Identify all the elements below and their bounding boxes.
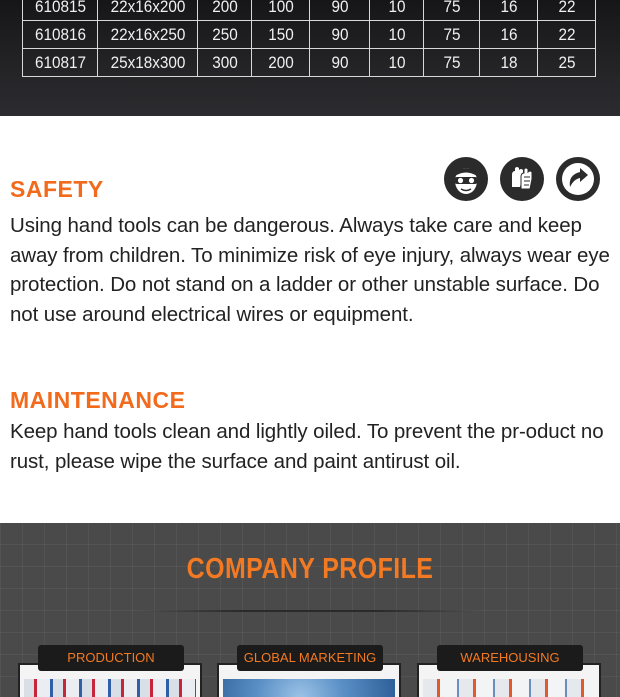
global-marketing-card[interactable] <box>217 650 401 697</box>
spec-table-band <box>0 0 620 116</box>
table-row <box>23 0 596 21</box>
table-cell: 22 <box>540 0 592 21</box>
table-row <box>23 21 596 49</box>
table-cell: 610815 <box>26 0 94 21</box>
gloves-icon <box>500 157 544 201</box>
table-cell: 200 <box>254 49 306 77</box>
table-cell: 25 <box>540 49 592 77</box>
table-cell: 610817 <box>26 49 94 77</box>
production-label: PRODUCTION <box>38 645 184 671</box>
warehousing-card[interactable] <box>417 650 601 697</box>
recycle-arrow-icon <box>556 157 600 201</box>
production-photo <box>24 679 196 697</box>
table-cell: 610816 <box>26 21 94 49</box>
table-row <box>23 49 596 77</box>
table-cell: 250 <box>200 21 249 49</box>
maintenance-title: MAINTENANCE <box>10 387 186 413</box>
table-cell: 10 <box>372 49 421 77</box>
section-divider <box>140 610 480 612</box>
table-cell: 10 <box>372 0 421 21</box>
safety-title: SAFETY <box>10 176 104 202</box>
spec-table <box>22 0 596 77</box>
maintenance-text: Keep hand tools clean and lightly oiled. To prevent the pr-oduct no rust, please wipe the surface and paint antirust oil. <box>10 420 604 473</box>
eye-protection-icon <box>444 157 488 201</box>
table-cell: 22x16x200 <box>103 0 193 21</box>
table-cell: 200 <box>200 0 249 21</box>
company-profile-title: COMPANY PROFILE <box>186 553 434 585</box>
table-cell: 75 <box>426 0 476 21</box>
table-cell: 16 <box>482 21 534 49</box>
table-cell: 90 <box>313 49 367 77</box>
table-cell: 90 <box>313 21 367 49</box>
table-cell: 25x18x300 <box>103 49 193 77</box>
global-marketing-label: GLOBAL MARKETING <box>237 645 383 671</box>
table-cell: 75 <box>426 21 476 49</box>
table-cell: 10 <box>372 21 421 49</box>
warehousing-label: WAREHOUSING <box>437 645 583 671</box>
table-cell: 22 <box>540 21 592 49</box>
table-cell: 16 <box>482 0 534 21</box>
warehouse-photo <box>423 679 595 697</box>
company-profile-section <box>0 523 620 697</box>
table-cell: 90 <box>313 0 367 21</box>
table-cell: 300 <box>200 49 249 77</box>
world-map-photo <box>223 679 395 697</box>
production-card[interactable] <box>18 650 202 697</box>
table-cell: 18 <box>482 49 534 77</box>
table-cell: 75 <box>426 49 476 77</box>
safety-text: Using hand tools can be dangerous. Always take care and keep away from children. To minimize risk of eye injury, always wear eye protection. Do not stand on a ladder or other unstable surface. Do not use around electrical wires or equipment. <box>10 214 610 326</box>
table-cell: 150 <box>254 21 306 49</box>
table-cell: 100 <box>254 0 306 21</box>
table-cell: 22x16x250 <box>103 21 193 49</box>
